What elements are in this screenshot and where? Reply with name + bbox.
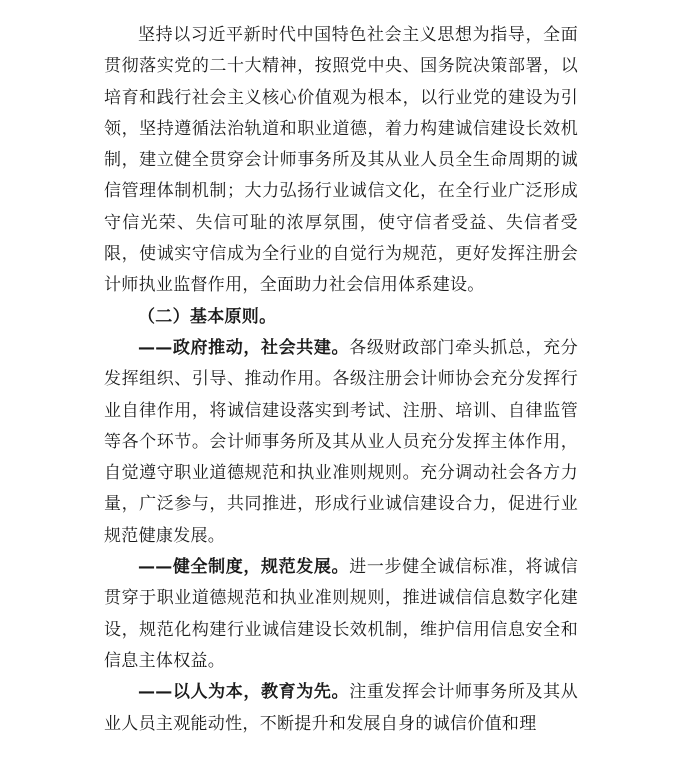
section-heading: （二）基本原则。 [138, 306, 277, 327]
principle-paragraph-1 [104, 333, 578, 552]
principle-paragraph-2 [104, 552, 578, 677]
principle-1-body: 各级财政部门牵头抓总，充分发挥组织、引导、推动作用。各级注册会计师协会充分发挥行业自律作用，将诚信建设落实到考试、注册、培训、自律监管等各个环节。会计师事务所及其从业人员充分发挥主体作用，自觉遵守职业道德规范和执业准则规则。充分调动社会各方力量，广泛参与，共同推进，形成行业诚信建设合力，促进行业规范健康发展。 [104, 337, 578, 546]
document-body [104, 20, 578, 740]
principle-2-body: 进一步健全诚信标准，将诚信贯穿于职业道德规范和执业准则规则，推进诚信信息数字化建设，规范化构建行业诚信建设长效机制，维护信用信息安全和信息主体权益。 [104, 557, 578, 671]
principle-2-lead: ——健全制度，规范发展。 [138, 557, 350, 578]
principle-3-body: 注重发挥会计师事务所及其从业人员主观能动性，不断提升和发展自身的诚信价值和理 [104, 682, 578, 734]
principle-1-lead: ——政府推动，社会共建。 [138, 337, 350, 358]
intro-paragraph: 坚持以习近平新时代中国特色社会主义思想为指导，全面贯彻落实党的二十大精神，按照党中央、国务院决策部署，以培育和践行社会主义核心价值观为根本，以行业党的建设为引领，坚持遵循法治轨道和职业道德，着力构建诚信建设长效机制，建立健全贯穿会计师事务所及其从业人员全生命周期的诚信管理体制机制；大力弘扬行业诚信文化，在全行业广泛形成守信光荣、失信可耻的浓厚氛围，使守信者受益、失信者受限，使诚实守信成为全行业的自觉行为规范，更好发挥注册会计师执业监督作用，全面助力社会信用体系建设。 [104, 25, 578, 296]
principle-3-lead: ——以人为本，教育为先。 [138, 682, 350, 703]
principle-paragraph-3 [104, 677, 578, 740]
